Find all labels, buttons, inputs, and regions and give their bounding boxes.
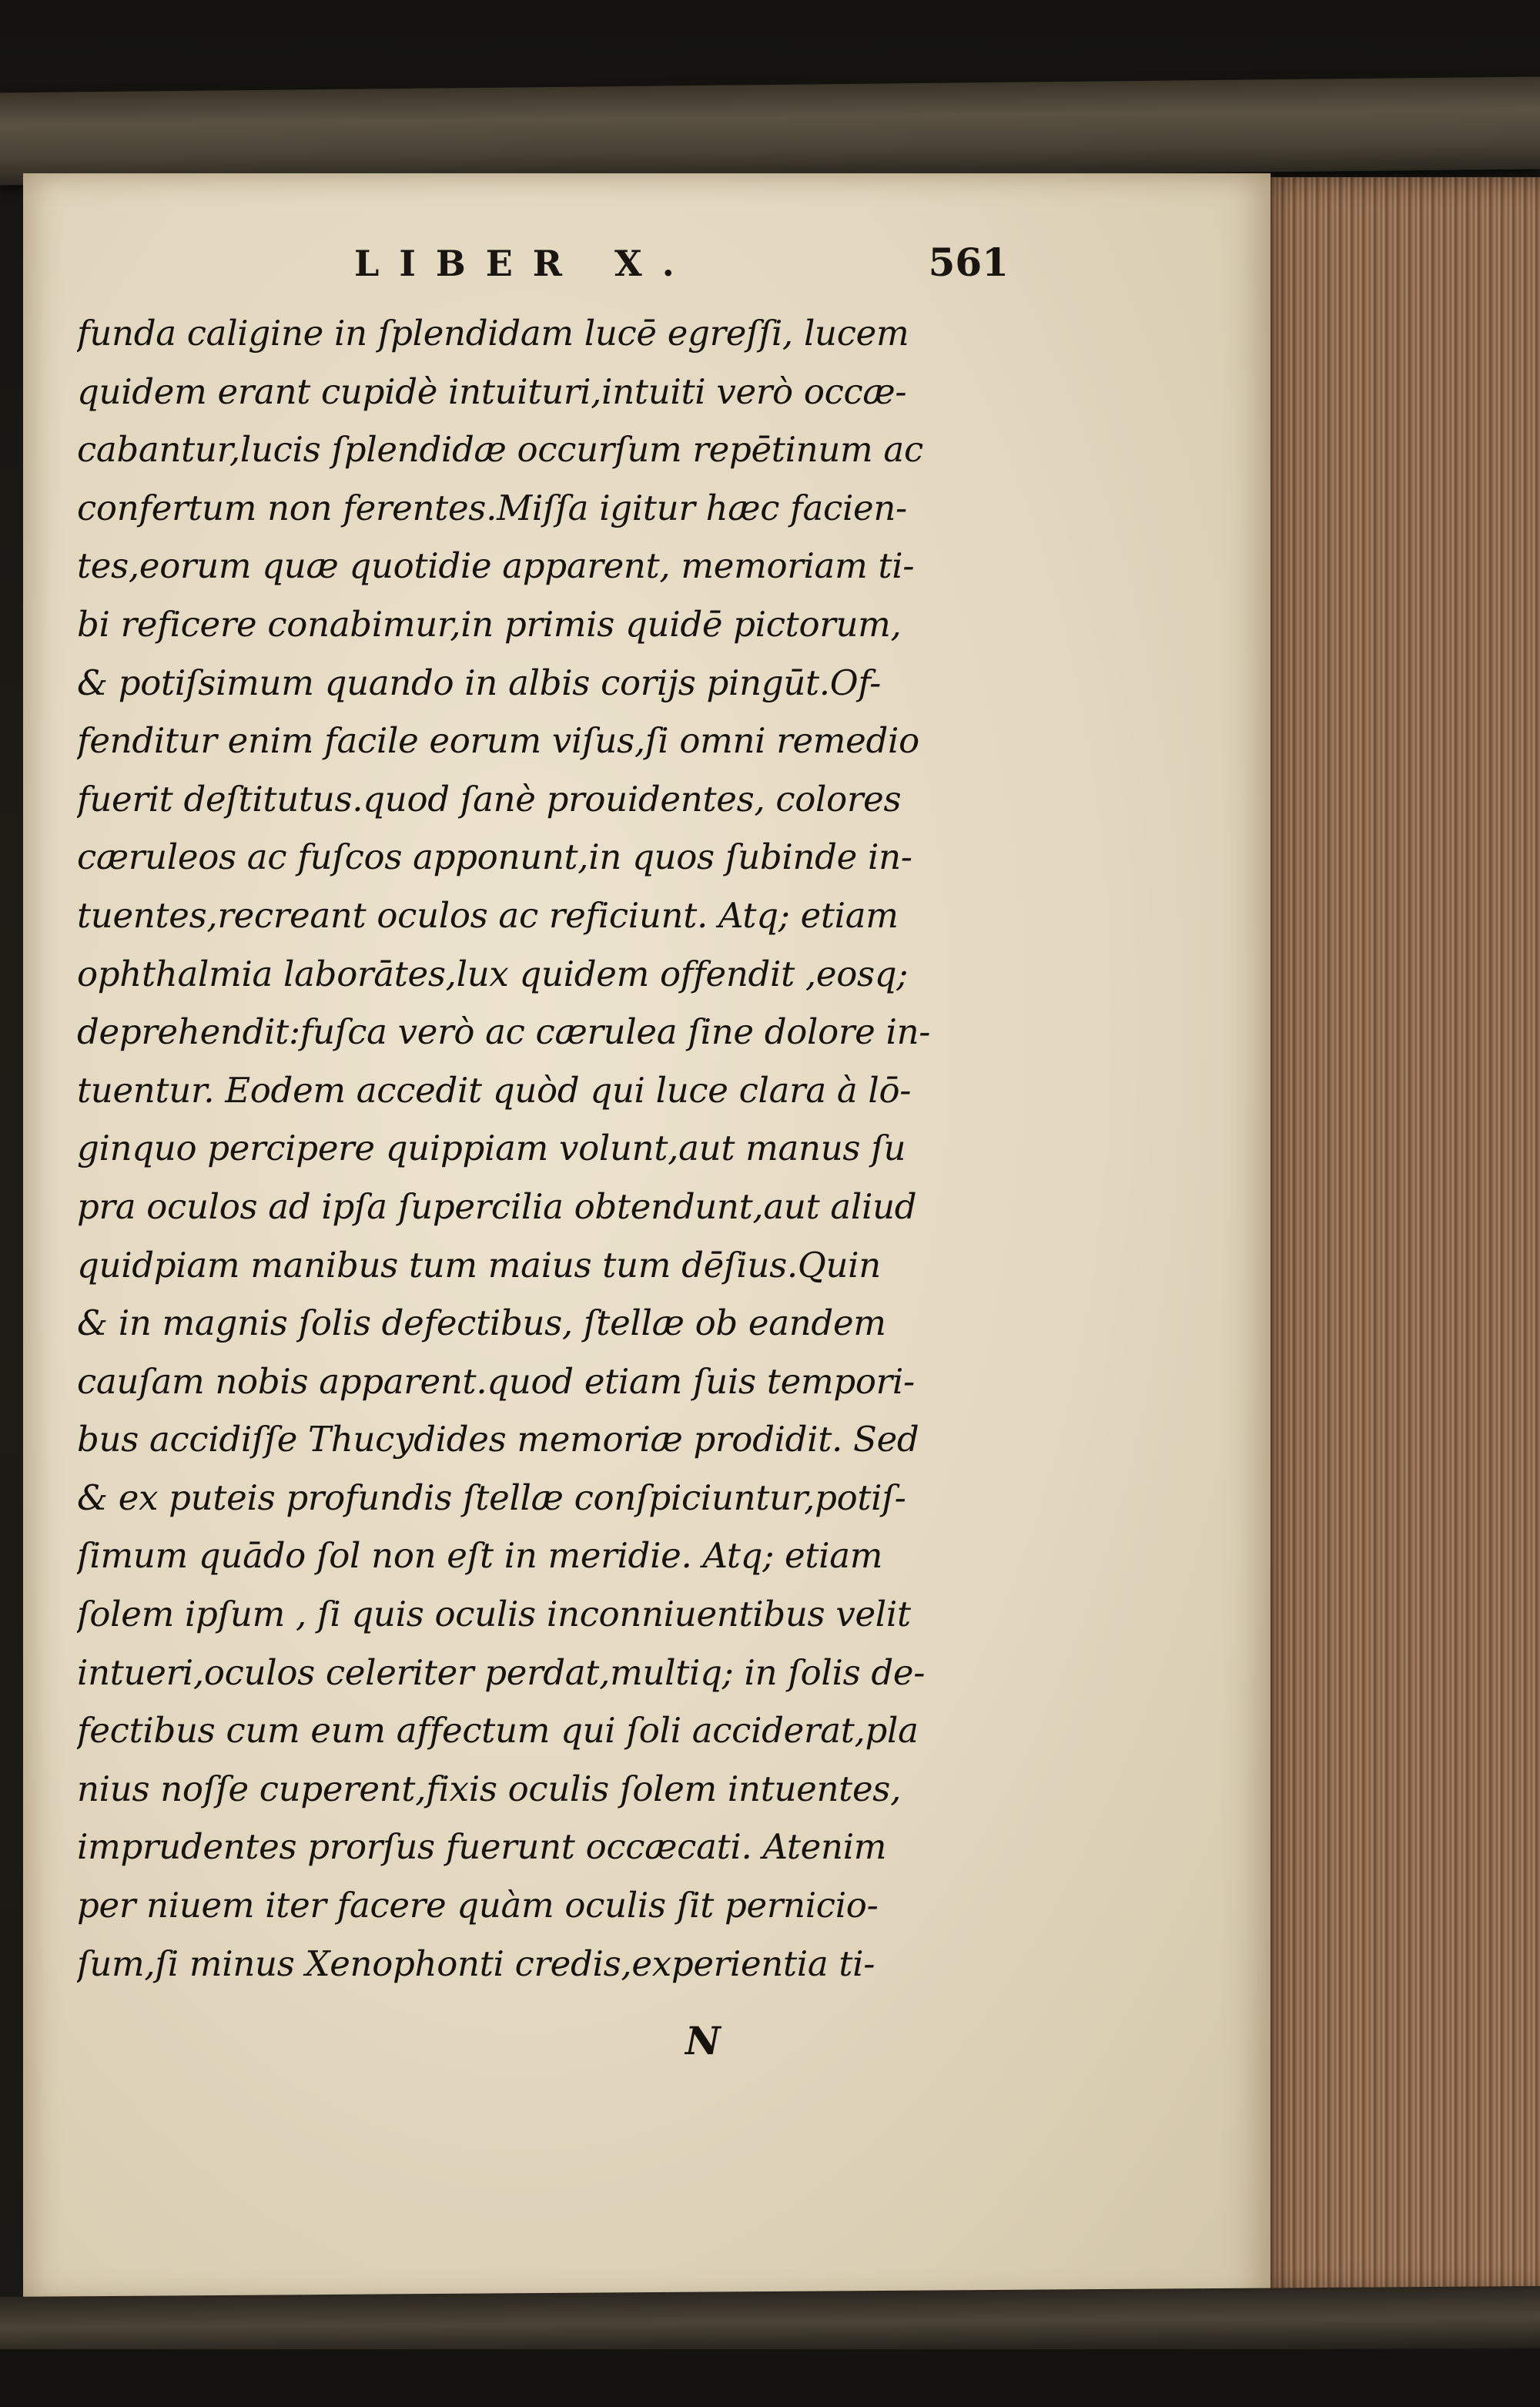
running-head: LIBER X.: [354, 243, 695, 284]
text-line: tes,eorum quæ quotidie apparent, memoriam ti-: [77, 545, 915, 587]
page-number: 561: [928, 240, 1009, 285]
text-line: tuentur. Eodem accedit quòd qui luce clara à lō-: [77, 1069, 912, 1111]
text-line: ginquo percipere quippiam volunt,aut manus ſu: [77, 1128, 906, 1169]
text-line: imprudentes prorſus fuerunt occæcati. Atenim: [77, 1826, 887, 1868]
text-block: [77, 304, 993, 1993]
book-cover-top-edge: [0, 77, 1540, 186]
text-line: & potiſsimum quando in albis corijs pingūt.Of-: [77, 662, 882, 703]
text-line: confertum non ferentes.Miſſa igitur hæc facien-: [77, 487, 907, 528]
text-line: fectibus cum eum affectum qui ſoli acciderat,pla: [77, 1710, 919, 1752]
text-line: nius noſſe cuperent,fixis oculis ſolem intuentes,: [77, 1768, 902, 1809]
signature-mark: N: [685, 2018, 721, 2063]
book-cover-bottom-edge: [0, 2286, 1540, 2358]
text-line: cabantur,lucis ſplendidæ occurſum repētinum ac: [77, 429, 923, 471]
text-line: pra oculos ad ipſa ſupercilia obtendunt,aut aliud: [77, 1185, 917, 1227]
text-line: & in magnis ſolis defectibus, ſtellæ ob eandem: [77, 1302, 886, 1344]
text-line: ſolem ipſum , ſi quis oculis inconniuentibus velit: [77, 1594, 911, 1635]
page-header: [331, 240, 1009, 297]
text-line: quidem erant cupidè intuituri,intuiti verò occæ-: [77, 370, 907, 412]
text-line: quidpiam manibus tum maius tum dēſius.Quin: [77, 1244, 881, 1286]
text-line: bus accidiſſe Thucydides memoriæ prodidit. Sed: [77, 1419, 919, 1460]
text-line: tuentes,recreant oculos ac reficiunt. Atq; etiam: [77, 894, 899, 936]
text-line: ſum,ſi minus Xenophonti credis,experientia ti-: [77, 1943, 875, 1984]
text-line: ophthalmia laborātes,lux quidem offendit ,eosq;: [77, 953, 909, 994]
text-line: fenditur enim facile eorum viſus,ſi omni remedio: [77, 720, 919, 762]
text-line: ſimum quādo ſol non eſt in meridie. Atq; etiam: [77, 1535, 883, 1577]
text-line: & ex puteis profundis ſtellæ conſpiciuntur,potiſ-: [77, 1477, 906, 1518]
text-line: bi reficere conabimur,in primis quidē pictorum,: [77, 603, 902, 645]
text-line: funda caligine in ſplendidam lucē egreſſi, lucem: [77, 313, 909, 354]
book-page: [23, 173, 1270, 2303]
text-line: cauſam nobis apparent.quod etiam ſuis tempori-: [77, 1360, 915, 1402]
background-strip: [0, 2349, 1540, 2407]
text-line: per niuem iter facere quàm oculis ſit pernicio-: [77, 1885, 879, 1926]
text-line: intueri,oculos celeriter perdat,multiq; in ſolis de-: [77, 1651, 926, 1693]
page-block-fore-edge: [1247, 177, 1540, 2295]
text-line: cæruleos ac fuſcos apponunt,in quos ſubinde in-: [77, 836, 912, 878]
text-line: deprehendit:fuſca verò ac cærulea ſine dolore in-: [77, 1011, 931, 1053]
text-line: fuerit deſtitutus.quod ſanè prouidentes, colores: [77, 778, 902, 820]
